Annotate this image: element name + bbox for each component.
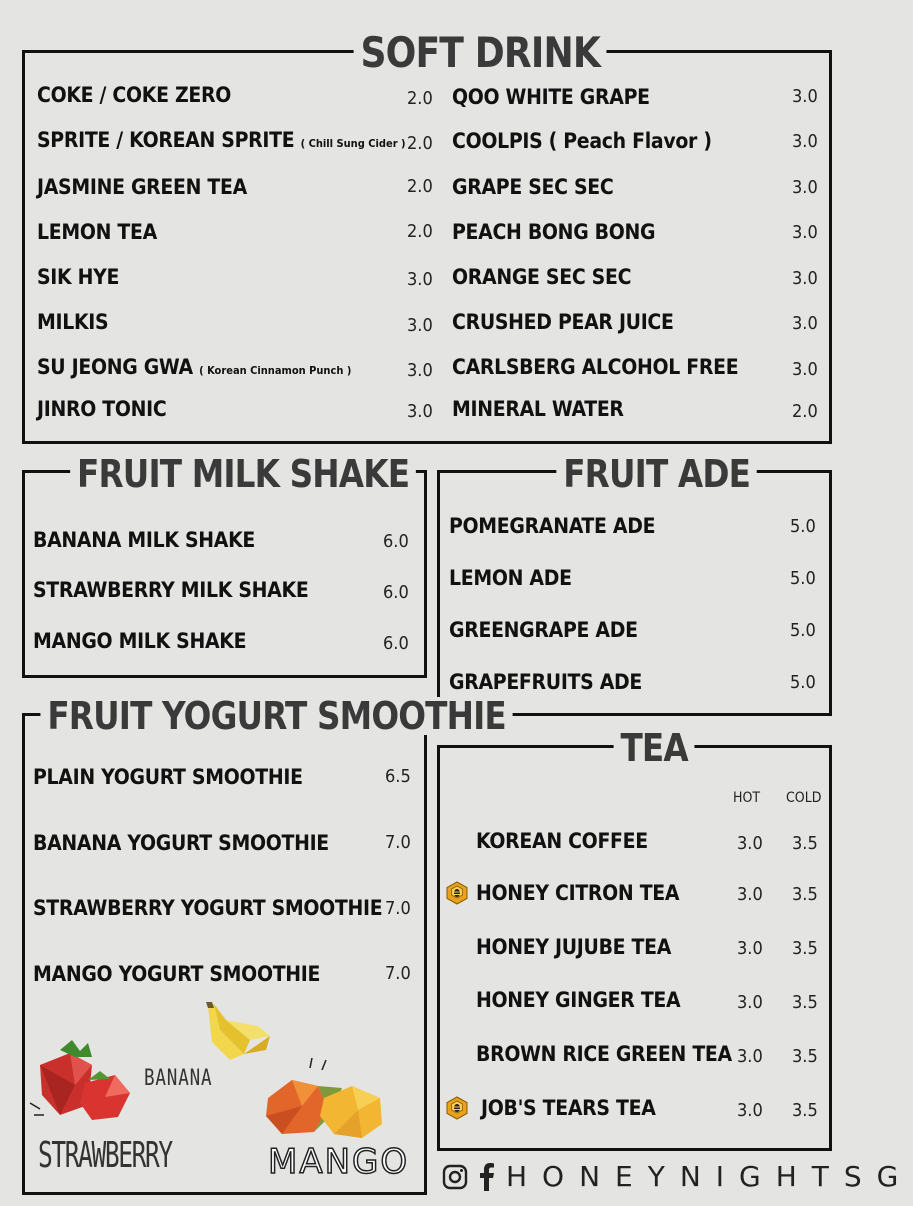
banana-illustration: [200, 1000, 275, 1065]
tea-hot-price: 3.0: [737, 833, 763, 854]
soft-drink-price: 2.0: [792, 401, 818, 422]
soft-drink-price: 3.0: [407, 269, 433, 290]
soft-drink-item: SU JEONG GWA ( Korean Cinnamon Punch ): [37, 355, 352, 379]
tea-title: TEA: [614, 729, 695, 767]
smoothie-price: 7.0: [385, 832, 411, 853]
soft-drink-price: 3.0: [792, 359, 818, 380]
soft-drink-price: 2.0: [407, 176, 433, 197]
soft-drink-price: 3.0: [792, 268, 818, 289]
soft-drink-item: CRUSHED PEAR JUICE: [452, 310, 674, 334]
soft-drink-item: MILKIS: [37, 310, 109, 334]
soft-drink-price: 3.0: [792, 86, 818, 107]
tea-item: BROWN RICE GREEN TEA: [476, 1042, 732, 1066]
strawberry-illustration: [30, 1035, 140, 1125]
soft-drink-item: COOLPIS ( Peach Flavor ): [452, 129, 712, 153]
fruit-ade-item: GREENGRAPE ADE: [449, 618, 638, 642]
fruit-ade-item: GRAPEFRUITS ADE: [449, 670, 643, 694]
fruit-ade-price: 5.0: [790, 516, 816, 537]
soft-drink-price: 3.0: [407, 401, 433, 422]
soft-drink-item: SIK HYE: [37, 265, 120, 289]
soft-drink-price: 2.0: [407, 221, 433, 242]
tea-item: KOREAN COFFEE: [476, 829, 648, 853]
social-footer: [442, 1160, 913, 1193]
soft-drink-item: LEMON TEA: [37, 220, 157, 244]
tea-hot-price: 3.0: [737, 992, 763, 1013]
tea-cold-price: 3.5: [792, 1046, 818, 1067]
tea-hot-header: HOT: [733, 790, 761, 806]
fruit-ade-price: 5.0: [790, 568, 816, 589]
instagram-icon[interactable]: [442, 1164, 468, 1190]
soft-drink-price: 3.0: [792, 313, 818, 334]
tea-item: HONEY GINGER TEA: [476, 988, 681, 1012]
soft-drink-note: ( Chill Sung Cider ): [300, 137, 406, 150]
soft-drink-item: GRAPE SEC SEC: [452, 175, 614, 199]
milk-shake-price: 6.0: [383, 531, 409, 552]
tea-hot-price: 3.0: [737, 1100, 763, 1121]
honeycomb-bee-icon: [445, 881, 469, 905]
fruit-ade-title: FRUIT ADE: [556, 455, 757, 493]
soft-drink-item: JASMINE GREEN TEA: [37, 175, 247, 199]
soft-drink-note: ( Korean Cinnamon Punch ): [199, 364, 352, 377]
tea-cold-price: 3.5: [792, 884, 818, 905]
smoothie-price: 7.0: [385, 963, 411, 984]
soft-drink-item: ORANGE SEC SEC: [452, 265, 632, 289]
smoothie-item: PLAIN YOGURT SMOOTHIE: [33, 765, 303, 789]
soft-drink-price: 3.0: [792, 131, 818, 152]
tea-cold-price: 3.5: [792, 833, 818, 854]
soft-drink-item: PEACH BONG BONG: [452, 220, 656, 244]
mango-label: MANGO: [268, 1142, 410, 1182]
soft-drink-price: 3.0: [407, 360, 433, 381]
tea-cold-price: 3.5: [792, 992, 818, 1013]
soft-drink-item: CARLSBERG ALCOHOL FREE: [452, 355, 739, 379]
soft-drink-price: 2.0: [407, 133, 433, 154]
soft-drink-price: 2.0: [407, 88, 433, 109]
tea-cold-price: 3.5: [792, 938, 818, 959]
fruit-ade-price: 5.0: [790, 620, 816, 641]
honeycomb-bee-icon: [445, 1096, 469, 1120]
tea-item: HONEY JUJUBE TEA: [476, 935, 672, 959]
soft-drink-price: 3.0: [792, 177, 818, 198]
soft-drink-title: SOFT DRINK: [354, 32, 607, 74]
milk-shake-item: STRAWBERRY MILK SHAKE: [33, 578, 309, 602]
mango-illustration: [262, 1058, 392, 1148]
tea-item: JOB'S TEARS TEA: [481, 1096, 656, 1120]
soft-drink-item: QOO WHITE GRAPE: [452, 85, 650, 109]
fruit-ade-price: 5.0: [790, 672, 816, 693]
facebook-icon[interactable]: [478, 1163, 496, 1191]
milk-shake-title: FRUIT MILK SHAKE: [70, 455, 416, 493]
smoothie-item: STRAWBERRY YOGURT SMOOTHIE: [33, 896, 383, 920]
banana-label: BANANA: [144, 1066, 213, 1091]
social-handle: HONEYNIGHTSG: [506, 1160, 913, 1193]
fruit-ade-item: POMEGRANATE ADE: [449, 514, 656, 538]
soft-drink-item: COKE / COKE ZERO: [37, 83, 231, 107]
milk-shake-item: BANANA MILK SHAKE: [33, 528, 256, 552]
soft-drink-section: [22, 50, 832, 444]
strawberry-label: STRAWBERRY: [38, 1135, 172, 1176]
smoothie-item: MANGO YOGURT SMOOTHIE: [33, 962, 321, 986]
soft-drink-item: MINERAL WATER: [452, 397, 624, 421]
tea-item: HONEY CITRON TEA: [476, 881, 680, 905]
tea-hot-price: 3.0: [737, 938, 763, 959]
soft-drink-item: SPRITE / KOREAN SPRITE ( Chill Sung Cider ): [37, 128, 406, 152]
smoothie-title: FRUIT YOGURT SMOOTHIE: [40, 697, 512, 735]
fruit-ade-item: LEMON ADE: [449, 566, 572, 590]
soft-drink-price: 3.0: [407, 315, 433, 336]
smoothie-price: 7.0: [385, 898, 411, 919]
milk-shake-price: 6.0: [383, 582, 409, 603]
soft-drink-price: 3.0: [792, 222, 818, 243]
tea-cold-header: COLD: [786, 790, 822, 806]
tea-cold-price: 3.5: [792, 1100, 818, 1121]
milk-shake-price: 6.0: [383, 633, 409, 654]
milk-shake-item: MANGO MILK SHAKE: [33, 629, 247, 653]
smoothie-item: BANANA YOGURT SMOOTHIE: [33, 831, 329, 855]
soft-drink-item: JINRO TONIC: [37, 397, 167, 421]
tea-hot-price: 3.0: [737, 1046, 763, 1067]
tea-hot-price: 3.0: [737, 884, 763, 905]
smoothie-price: 6.5: [385, 766, 411, 787]
